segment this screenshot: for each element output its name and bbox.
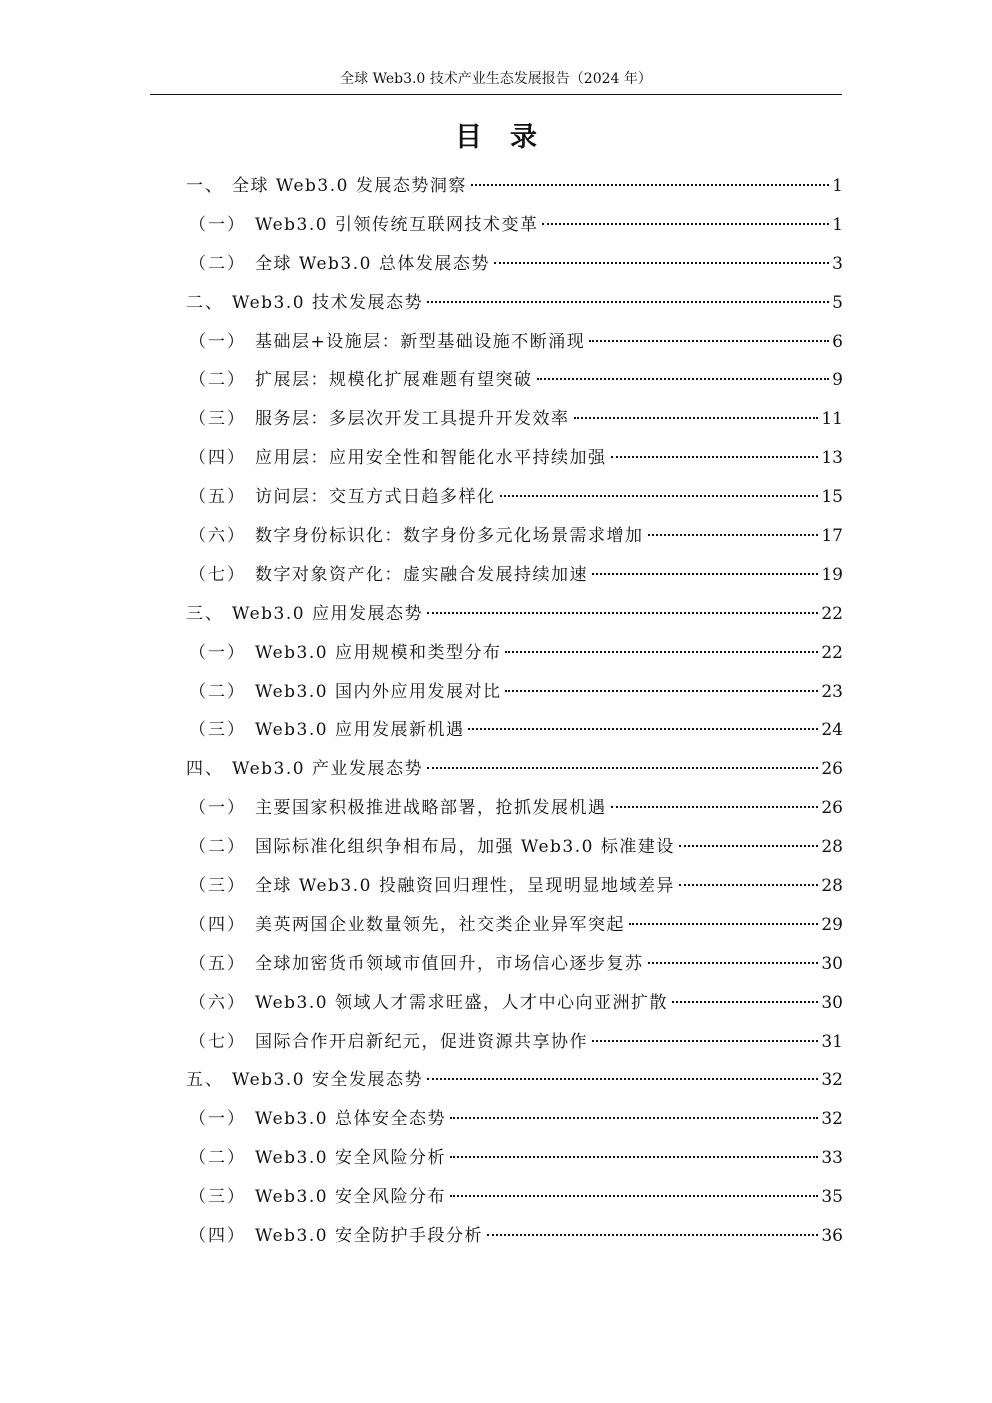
toc-page-number: 9 xyxy=(832,370,843,391)
toc-section-entry[interactable] xyxy=(186,560,843,599)
toc-entry-number: （六） xyxy=(189,992,246,1013)
toc-entry-number: （一） xyxy=(189,331,246,352)
toc-page-number: 13 xyxy=(821,448,843,469)
toc-page-number: 32 xyxy=(821,1070,843,1091)
toc-dot-leader xyxy=(542,223,829,225)
toc-entry-title: Web3.0 安全风险分布 xyxy=(255,1187,446,1208)
toc-entry-number: （五） xyxy=(189,487,246,508)
toc-chapter-entry[interactable] xyxy=(186,171,843,210)
toc-dot-leader xyxy=(679,884,818,886)
toc-section-entry[interactable] xyxy=(186,482,843,521)
toc-dot-leader xyxy=(592,573,818,575)
toc-chapter-entry[interactable] xyxy=(186,288,843,327)
toc-section-entry[interactable] xyxy=(186,988,843,1027)
toc-entry-title: 访问层：交互方式日趋多样化 xyxy=(255,487,496,508)
toc-entry-title: Web3.0 产业发展态势 xyxy=(232,759,423,780)
toc-section-entry[interactable] xyxy=(186,793,843,832)
toc-entry-number: （七） xyxy=(189,1031,246,1052)
toc-section-entry[interactable] xyxy=(186,910,843,949)
toc-page-number: 1 xyxy=(832,176,843,196)
toc-entry-title: 应用层：应用安全性和智能化水平持续加强 xyxy=(255,448,607,469)
page-title: 目录 xyxy=(455,122,565,153)
toc-page-number: 15 xyxy=(821,487,843,508)
toc-dot-leader xyxy=(648,962,819,964)
toc-entry-title: 数字身份标识化：数字身份多元化场景需求增加 xyxy=(255,526,644,547)
toc-page-number: 24 xyxy=(821,720,843,741)
toc-dot-leader xyxy=(450,1156,818,1158)
toc-section-entry[interactable] xyxy=(186,249,843,288)
toc-entry-title: Web3.0 安全发展态势 xyxy=(232,1070,423,1091)
toc-dot-leader xyxy=(427,612,818,614)
toc-section-entry[interactable] xyxy=(186,949,843,988)
toc-dot-leader xyxy=(450,1117,818,1119)
toc-section-entry[interactable] xyxy=(186,1143,843,1182)
toc-entry-title: 国际标准化组织争相布局，加强 Web3.0 标准建设 xyxy=(255,837,675,858)
toc-page-number: 31 xyxy=(821,1031,843,1052)
toc-page-number: 3 xyxy=(832,253,843,274)
toc-dot-leader xyxy=(505,690,818,692)
toc-entry-number: （四） xyxy=(189,448,246,469)
toc-entry-title: 基础层+设施层：新型基础设施不断涌现 xyxy=(255,331,586,352)
toc-section-entry[interactable] xyxy=(186,638,843,677)
toc-page-number: 17 xyxy=(821,526,843,547)
toc-dot-leader xyxy=(537,378,830,380)
toc-chapter-entry[interactable] xyxy=(186,754,843,793)
toc-entry-title: 全球 Web3.0 投融资回归理性，呈现明显地域差异 xyxy=(255,876,675,897)
toc-dot-leader xyxy=(672,1001,818,1003)
toc-entry-number: （二） xyxy=(189,681,246,702)
toc-chapter-entry[interactable] xyxy=(186,599,843,638)
toc-section-entry[interactable] xyxy=(186,1027,843,1066)
toc-page-number: 29 xyxy=(821,914,843,935)
toc-entry-number: （一） xyxy=(189,1109,246,1130)
toc-entry-title: Web3.0 安全风险分析 xyxy=(255,1148,446,1169)
toc-section-entry[interactable] xyxy=(186,210,843,249)
toc-entry-title: Web3.0 国内外应用发展对比 xyxy=(255,681,502,702)
toc-section-entry[interactable] xyxy=(186,1182,843,1221)
toc-entry-number: （四） xyxy=(189,914,246,935)
toc-page-number: 26 xyxy=(821,759,843,780)
toc-entry-title: Web3.0 总体安全态势 xyxy=(255,1109,446,1130)
toc-page-number: 6 xyxy=(832,331,843,352)
toc-dot-leader xyxy=(679,845,818,847)
toc-page-number: 28 xyxy=(821,876,843,897)
toc-entry-title: 服务层：多层次开发工具提升开发效率 xyxy=(255,409,570,430)
toc-section-entry[interactable] xyxy=(186,443,843,482)
toc-entry-title: 扩展层：规模化扩展难题有望突破 xyxy=(255,370,533,391)
toc-entry-number: （五） xyxy=(189,953,246,974)
toc-dot-leader xyxy=(574,417,819,419)
toc-section-entry[interactable] xyxy=(186,871,843,910)
toc-section-entry[interactable] xyxy=(186,521,843,560)
toc-entry-number: （三） xyxy=(189,1187,246,1208)
toc-page-number: 23 xyxy=(821,681,843,702)
toc-entry-title: 主要国家积极推进战略部署，抢抓发展机遇 xyxy=(255,798,607,819)
toc-dot-leader xyxy=(629,923,818,925)
toc-entry-title: 全球 Web3.0 发展态势洞察 xyxy=(232,176,467,196)
toc-page-number: 30 xyxy=(821,953,843,974)
running-header xyxy=(150,68,842,95)
toc-entry-title: Web3.0 技术发展态势 xyxy=(232,292,423,313)
toc-entry-number: （六） xyxy=(189,526,246,547)
toc-dot-leader xyxy=(450,1195,818,1197)
toc-section-entry[interactable] xyxy=(186,715,843,754)
toc-page-number: 32 xyxy=(821,1109,843,1130)
toc-entry-title: Web3.0 应用规模和类型分布 xyxy=(255,642,502,663)
toc-dot-leader xyxy=(487,1234,818,1236)
toc-entry-number: （一） xyxy=(189,642,246,663)
toc-entry-title: Web3.0 安全防护手段分析 xyxy=(255,1226,483,1247)
toc-dot-leader xyxy=(592,1040,818,1042)
toc-dot-leader xyxy=(648,534,819,536)
toc-dot-leader xyxy=(468,728,818,730)
running-header-title: 全球 Web3.0 技术产业生态发展报告（2024 年） xyxy=(340,71,652,87)
toc-dot-leader xyxy=(611,456,819,458)
toc-page-number: 35 xyxy=(821,1187,843,1208)
toc-page-number: 28 xyxy=(821,837,843,858)
toc-entry-title: 全球 Web3.0 总体发展态势 xyxy=(255,253,490,274)
toc-section-entry[interactable] xyxy=(186,832,843,871)
toc-section-entry[interactable] xyxy=(186,404,843,443)
toc-page-number: 5 xyxy=(832,292,843,313)
toc-entry-number: （七） xyxy=(189,564,246,585)
toc-entry-title: Web3.0 应用发展态势 xyxy=(232,603,423,624)
toc-entry-number: （三） xyxy=(189,409,246,430)
toc-page-number: 1 xyxy=(832,214,843,235)
toc-page-number: 22 xyxy=(821,603,843,624)
toc-entry-number: （一） xyxy=(189,214,246,235)
toc-dot-leader xyxy=(611,806,819,808)
toc-dot-leader xyxy=(589,340,829,342)
toc-page-number: 33 xyxy=(821,1148,843,1169)
table-of-contents xyxy=(186,171,843,1260)
toc-section-entry[interactable] xyxy=(186,677,843,716)
toc-page-number: 26 xyxy=(821,798,843,819)
toc-page-number: 22 xyxy=(821,642,843,663)
toc-entry-number: 五、 xyxy=(186,1070,224,1091)
toc-entry-title: 全球加密货币领域市值回升，市场信心逐步复苏 xyxy=(255,953,644,974)
toc-dot-leader xyxy=(427,1078,818,1080)
toc-chapter-entry[interactable] xyxy=(186,1065,843,1104)
toc-entry-number: （三） xyxy=(189,876,246,897)
toc-entry-number: 三、 xyxy=(186,603,224,624)
toc-section-entry[interactable] xyxy=(186,365,843,404)
toc-page-number: 11 xyxy=(821,409,843,430)
toc-section-entry[interactable] xyxy=(186,1104,843,1143)
toc-page-number: 19 xyxy=(821,564,843,585)
toc-entry-title: 美英两国企业数量领先，社交类企业异军突起 xyxy=(255,914,625,935)
toc-dot-leader xyxy=(427,767,818,769)
toc-entry-number: 一、 xyxy=(186,176,224,196)
toc-dot-leader xyxy=(500,495,819,497)
toc-entry-title: 国际合作开启新纪元，促进资源共享协作 xyxy=(255,1031,588,1052)
toc-section-entry[interactable] xyxy=(186,327,843,366)
toc-entry-number: （二） xyxy=(189,253,246,274)
toc-dot-leader xyxy=(427,301,829,303)
toc-entry-number: （三） xyxy=(189,720,246,741)
toc-entry-title: Web3.0 领域人才需求旺盛，人才中心向亚洲扩散 xyxy=(255,992,668,1013)
toc-section-entry[interactable] xyxy=(186,1221,843,1260)
toc-entry-number: （一） xyxy=(189,798,246,819)
toc-page-number: 30 xyxy=(821,992,843,1013)
toc-entry-title: Web3.0 应用发展新机遇 xyxy=(255,720,465,741)
toc-entry-number: （二） xyxy=(189,1148,246,1169)
toc-dot-leader xyxy=(505,651,818,653)
toc-entry-number: （二） xyxy=(189,370,246,391)
toc-entry-title: 数字对象资产化：虚实融合发展持续加速 xyxy=(255,564,588,585)
toc-entry-number: 二、 xyxy=(186,292,224,313)
toc-entry-title: Web3.0 引领传统互联网技术变革 xyxy=(255,214,539,235)
toc-dot-leader xyxy=(471,184,829,186)
toc-dot-leader xyxy=(494,262,829,264)
toc-entry-number: 四、 xyxy=(186,759,224,780)
toc-page-number: 36 xyxy=(821,1226,843,1247)
toc-entry-number: （四） xyxy=(189,1226,246,1247)
toc-entry-number: （二） xyxy=(189,837,246,858)
